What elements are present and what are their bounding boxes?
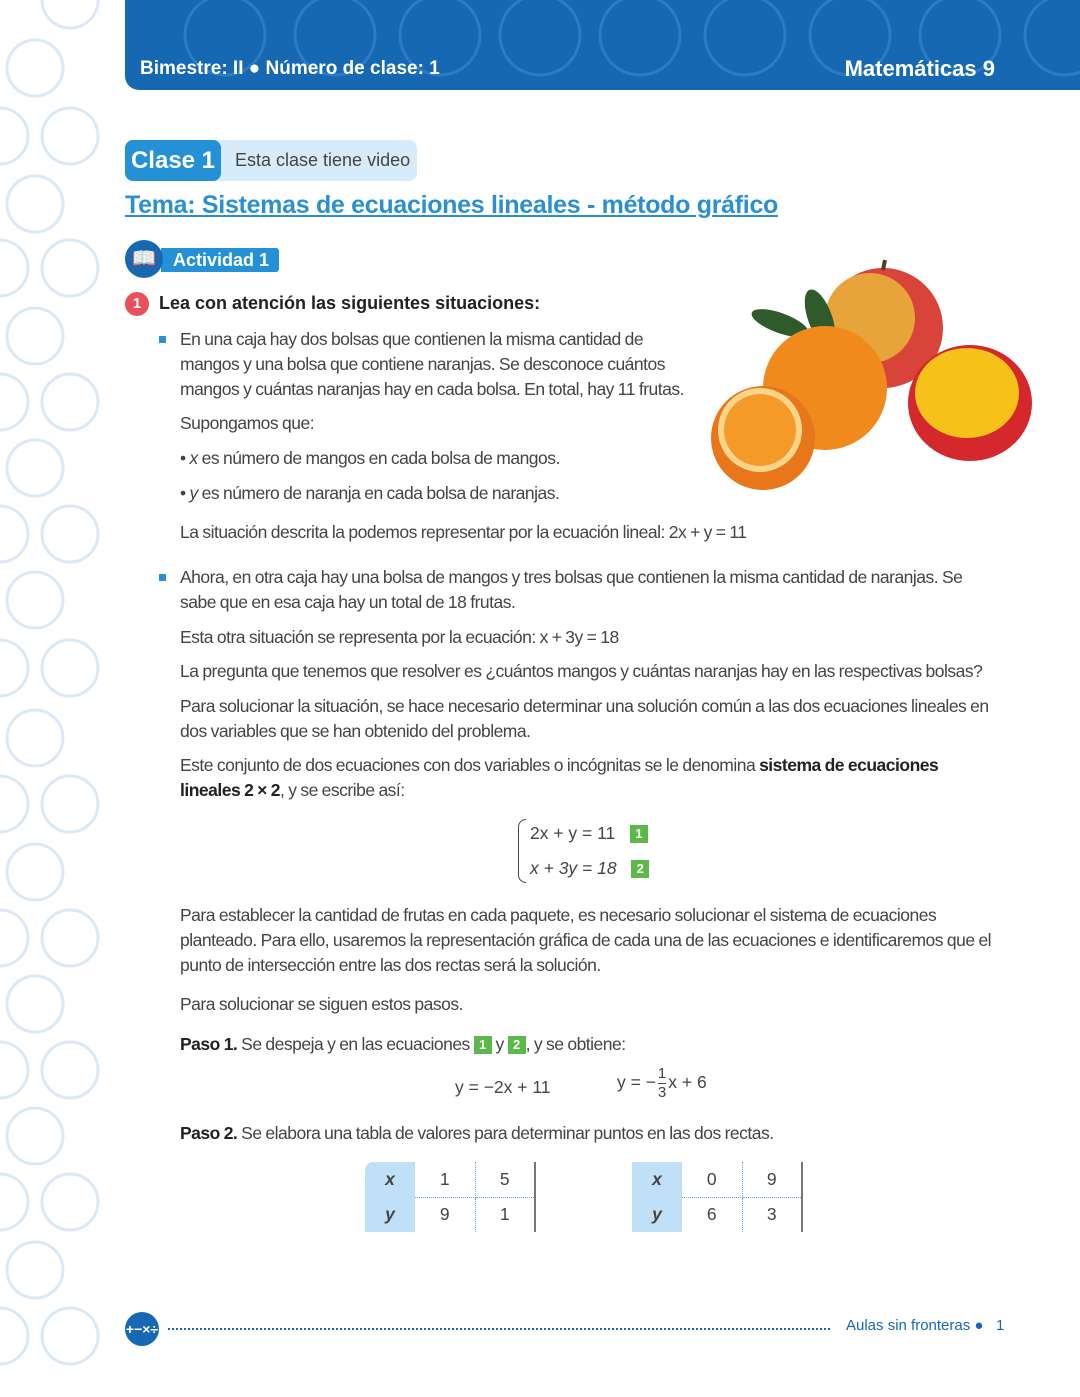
tag-1: 1 xyxy=(474,1036,492,1054)
question-number: 1 xyxy=(125,292,149,316)
paragraph: Para solucionar la situación, se hace necesario determinar una solución común a las dos ecuaciones lineales en dos variables que se han obtenido del problema. xyxy=(180,696,989,741)
paragraph: La pregunta que tenemos que resolver es ¿cuántos mangos y cuántas naranjas hay en las respectivas bolsas? xyxy=(180,661,983,681)
cell: 9 xyxy=(742,1162,802,1197)
cell: 6 xyxy=(682,1197,742,1232)
step-label: Paso 1. xyxy=(180,1034,238,1054)
footer-divider xyxy=(168,1328,830,1330)
solved-equations xyxy=(180,1065,995,1115)
text: Se elabora una tabla de valores para determinar puntos en las dos rectas. xyxy=(237,1123,774,1143)
topic-title: Tema: Sistemas de ecuaciones lineales - método gráfico xyxy=(125,191,779,219)
text: , y se escribe así: xyxy=(279,780,405,800)
step-label: Paso 2. xyxy=(180,1123,238,1143)
bold-term: sistema de ecuaciones lineales 2 × 2 xyxy=(180,755,939,800)
header-x: x xyxy=(632,1162,682,1197)
footer-brand: Aulas sin fronteras ● xyxy=(846,1317,984,1334)
text: Este conjunto de dos ecuaciones con dos variables o incógnitas se le denomina xyxy=(180,755,760,775)
step-1 xyxy=(180,1032,995,1057)
math-icons-pattern xyxy=(0,0,100,1397)
text: Ahora, en otra caja hay una bolsa de mangos y tres bolsas que contienen la misma cantidad de naranjas. Se sabe que en esa caja hay un total de 18 frutas. xyxy=(180,567,963,612)
cell: 0 xyxy=(682,1162,742,1197)
class-number: Clase 1 xyxy=(125,140,221,181)
footer-text xyxy=(846,1317,1004,1334)
solved-equation-2 xyxy=(617,1065,707,1102)
header-lesson-info: Bimestre: II ● Número de clase: 1 xyxy=(140,58,440,79)
brace xyxy=(518,819,526,883)
cell: 1 xyxy=(475,1197,535,1232)
tag-1: 1 xyxy=(630,825,648,843)
text: En una caja hay dos bolsas que contienen la misma cantidad de mangos y una bolsa que contiene naranjas. Se desconoce cuántos mangos y cuántas naranjas hay en cada bolsa. En total, hay 11 frutas. xyxy=(180,329,684,399)
paragraph: Supongamos que: xyxy=(180,413,315,433)
paragraph: Para establecer la cantidad de frutas en cada paquete, es necesario solucionar el sistema de ecuaciones planteado. Para ello, usaremos la representación gráfica de cada una de las ecuaciones e identificaremos que el punto de intersección entre las dos rectas será la solución. xyxy=(180,905,992,975)
var-y: y xyxy=(189,483,198,503)
equation-2: x + 3y = 18 xyxy=(530,858,617,878)
text: Se despeja y en las ecuaciones xyxy=(237,1034,474,1054)
equation-1: 2x + y = 11 xyxy=(530,823,616,843)
value-tables xyxy=(180,1162,995,1234)
book-icon: 📖 xyxy=(125,240,163,278)
cell: 9 xyxy=(415,1197,475,1232)
cell: 1 xyxy=(415,1162,475,1197)
question-text: Lea con atención las siguientes situaciones: xyxy=(159,293,541,313)
denominator: 3 xyxy=(657,1084,667,1101)
step-2 xyxy=(180,1121,995,1146)
header-y: y xyxy=(365,1197,415,1232)
equation-system xyxy=(518,817,995,889)
math-operations-icon: +−×÷ xyxy=(125,1312,159,1346)
video-note: Esta clase tiene video xyxy=(235,150,411,170)
paragraph xyxy=(180,327,700,402)
text: y xyxy=(491,1034,508,1054)
paragraph: Para solucionar se siguen estos pasos. xyxy=(180,994,463,1014)
bullet-icon xyxy=(159,574,166,581)
header-x: x xyxy=(365,1162,415,1197)
text: x + 6 xyxy=(668,1072,707,1093)
header-subject: Matemáticas 9 xyxy=(844,56,995,81)
assumption-x: • x es número de mangos en cada bolsa de mangos. xyxy=(180,448,560,468)
bullet-icon xyxy=(159,336,166,343)
paragraph xyxy=(180,753,995,803)
paragraph: La situación descrita la podemos representar por la ecuación lineal: 2x + y = 11 xyxy=(180,522,747,542)
solved-equation-1: y = −2x + 11 xyxy=(455,1077,551,1097)
main-content xyxy=(180,0,995,1234)
page-number: 1 xyxy=(995,1317,1005,1334)
text: , y se obtiene: xyxy=(525,1034,626,1054)
fraction xyxy=(658,1065,666,1102)
var-x: x xyxy=(189,448,198,468)
tag-2: 2 xyxy=(508,1036,526,1054)
paragraph: Esta otra situación se representa por la ecuación: x + 3y = 18 xyxy=(180,627,619,647)
text: y = − xyxy=(617,1072,656,1093)
cell: 5 xyxy=(475,1162,535,1197)
values-table-2 xyxy=(632,1162,803,1232)
activity-label: Actividad 1 xyxy=(161,248,279,272)
cell: 3 xyxy=(742,1197,802,1232)
text: es número de mangos en cada bolsa de mangos. xyxy=(197,448,560,468)
values-table-1 xyxy=(365,1162,536,1232)
tag-2: 2 xyxy=(631,860,649,878)
page-footer xyxy=(125,1312,1005,1352)
text: es número de naranja en cada bolsa de naranjas. xyxy=(197,483,560,503)
assumption-y: • y es número de naranja en cada bolsa de naranjas. xyxy=(180,483,560,503)
header-y: y xyxy=(632,1197,682,1232)
numerator: 1 xyxy=(657,1065,667,1082)
paragraph xyxy=(180,565,995,615)
